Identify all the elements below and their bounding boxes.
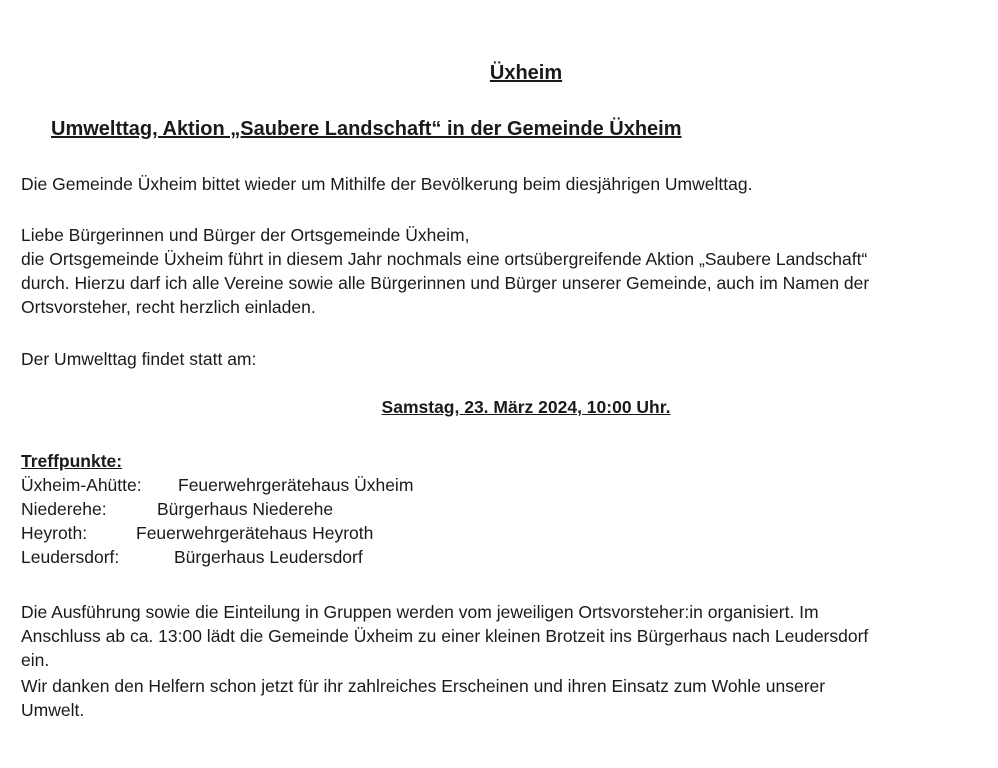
meeting-location: Feuerwehrgerätehaus Üxheim (178, 475, 414, 495)
body-line: die Ortsgemeinde Üxheim führt in diesem Jahr nochmals eine ortsübergreifende Aktion „Saubere Landschaft“ (21, 249, 868, 269)
body-line: Ortsvorsteher, recht herzlich einladen. (21, 297, 316, 317)
closing-line: Anschluss ab ca. 13:00 lädt die Gemeinde Üxheim zu einer kleinen Brotzeit ins Bürgerhaus nach Leudersdorf (21, 626, 869, 646)
meeting-point-row (21, 497, 333, 521)
document-subtitle: Umwelttag, Aktion „Saubere Landschaft“ in der Gemeinde Üxheim (51, 118, 682, 140)
meeting-point-row (21, 521, 373, 545)
closing-line: ein. (21, 650, 50, 670)
meeting-place: Heyroth: (21, 523, 88, 543)
meeting-heading: Treffpunkte: (21, 451, 123, 471)
closing-line: Die Ausführung sowie die Einteilung in Gruppen werden vom jeweiligen Ortsvorsteher:in organisiert. Im (21, 602, 819, 622)
meeting-place: Üxheim-Ahütte: (21, 475, 142, 495)
event-date: Samstag, 23. März 2024, 10:00 Uhr. (381, 397, 671, 417)
meeting-location: Bürgerhaus Niederehe (157, 499, 334, 519)
closing-line: Wir danken den Helfern schon jetzt für ihr zahlreiches Erscheinen und ihren Einsatz zum Wohle unserer (21, 676, 826, 696)
meeting-point-row (21, 473, 413, 497)
intro-paragraph: Die Gemeinde Üxheim bittet wieder um Mithilfe der Bevölkerung beim diesjährigen Umwelttag. (21, 174, 753, 194)
greeting-line: Liebe Bürgerinnen und Bürger der Ortsgemeinde Üxheim, (21, 225, 470, 245)
document-title: Üxheim (489, 62, 563, 84)
meeting-place: Niederehe: (21, 499, 107, 519)
meeting-point-row (21, 545, 363, 569)
meeting-place: Leudersdorf: (21, 547, 120, 567)
date-intro: Der Umwelttag findet statt am: (21, 349, 257, 369)
closing-line: Umwelt. (21, 700, 85, 720)
meeting-location: Bürgerhaus Leudersdorf (174, 547, 363, 567)
body-line: durch. Hierzu darf ich alle Vereine sowie alle Bürgerinnen und Bürger unserer Gemeinde, auch im Namen der (21, 273, 870, 293)
meeting-location: Feuerwehrgerätehaus Heyroth (136, 523, 374, 543)
